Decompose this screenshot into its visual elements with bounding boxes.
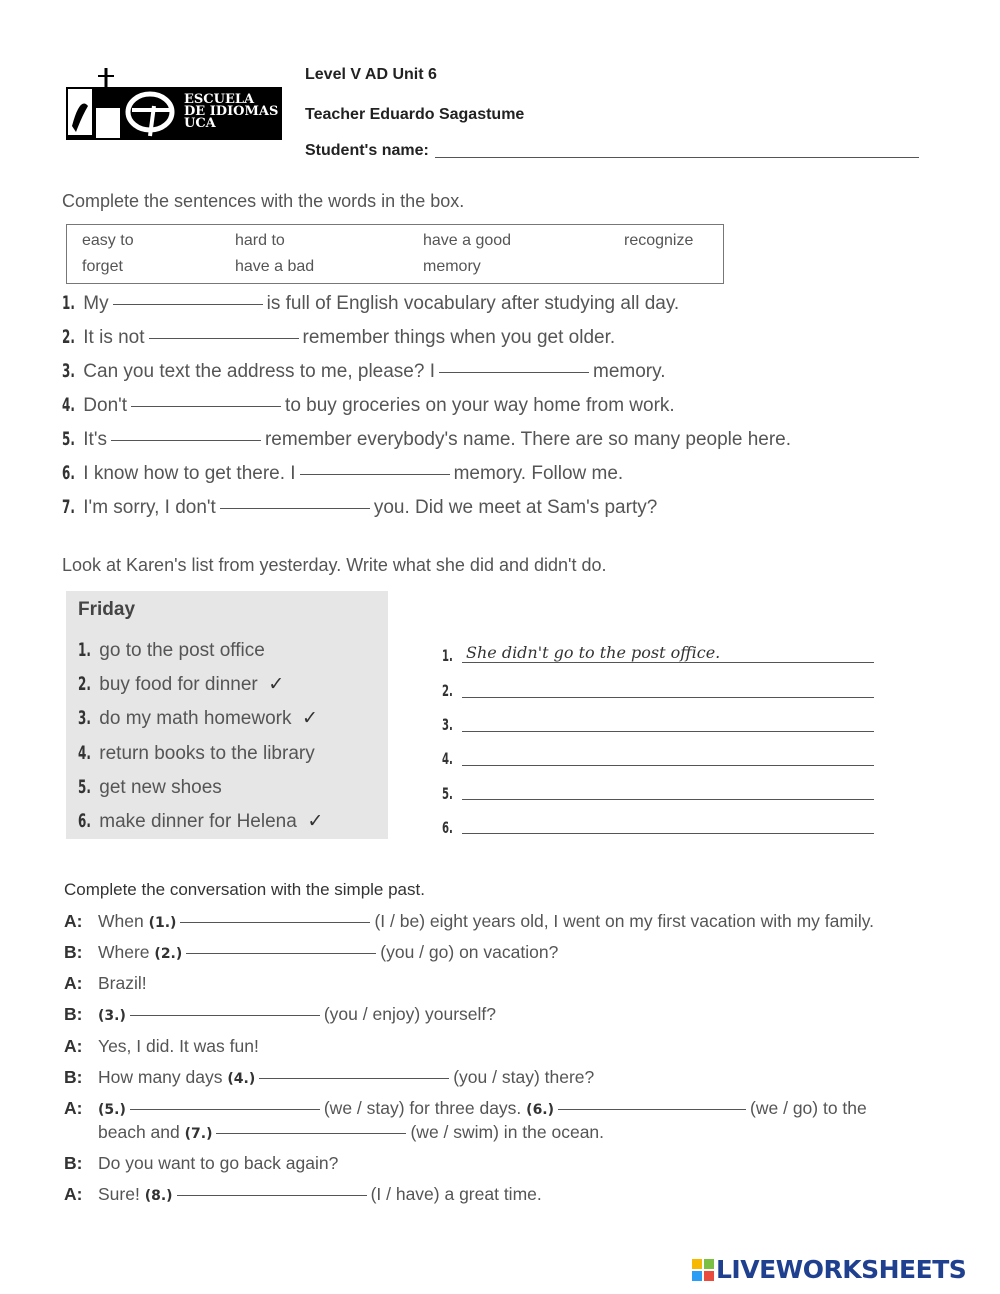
answer-line-4[interactable] bbox=[462, 765, 874, 766]
answer-line-3[interactable] bbox=[462, 731, 874, 732]
conversation-line: A: (5.) (we / stay) for three days. (6.) (we / go) to the bbox=[64, 1098, 867, 1118]
conv-blank-4[interactable] bbox=[259, 1077, 449, 1079]
check-icon: ✓ bbox=[302, 708, 318, 729]
list-item: 3. do my math homework ✓ bbox=[78, 707, 318, 729]
student-name-label: Student's name: bbox=[305, 142, 429, 159]
logo-line-1: ESCUELA bbox=[184, 92, 255, 107]
conversation-line: B: How many days (4.) (you / stay) there? bbox=[64, 1067, 595, 1087]
blank-5[interactable] bbox=[111, 439, 261, 441]
brand-icon bbox=[692, 1259, 714, 1281]
answer-line-2[interactable] bbox=[462, 697, 874, 698]
word-box-item: hard to bbox=[235, 232, 285, 249]
logo-line-2: DE IDIOMAS bbox=[184, 104, 279, 119]
teacher-name: Teacher Eduardo Sagastume bbox=[305, 106, 525, 123]
friday-title: Friday bbox=[78, 599, 136, 620]
list-item: 2. buy food for dinner ✓ bbox=[78, 673, 285, 695]
word-box bbox=[66, 224, 724, 284]
word-box-item: have a bad bbox=[235, 258, 315, 275]
sentence-5: 5. It's remember everybody's name. There are so many people here. bbox=[62, 428, 792, 450]
conv-blank-8[interactable] bbox=[177, 1194, 367, 1196]
answer-row: 5. bbox=[442, 784, 453, 803]
sentence-4: 4. Don't to buy groceries on your way home from work. bbox=[62, 394, 675, 416]
student-name-row bbox=[305, 142, 923, 160]
conv-blank-7[interactable] bbox=[216, 1132, 406, 1134]
conversation-line: A: Yes, I did. It was fun! bbox=[64, 1036, 259, 1056]
conv-blank-3[interactable] bbox=[130, 1014, 320, 1016]
blank-7[interactable] bbox=[220, 507, 370, 509]
sentence-3: 3. Can you text the address to me, please? I memory. bbox=[62, 360, 666, 382]
school-logo bbox=[66, 66, 282, 140]
blank-3[interactable] bbox=[439, 371, 589, 373]
list-item: 1. go to the post office bbox=[78, 639, 265, 661]
friday-list bbox=[66, 591, 388, 839]
section3-instruction: Complete the conversation with the simple past. bbox=[64, 880, 425, 899]
check-icon: ✓ bbox=[268, 674, 285, 695]
logo-line-3: UCA bbox=[184, 116, 216, 131]
word-box-item: have a good bbox=[423, 232, 512, 249]
student-name-input[interactable] bbox=[435, 156, 919, 158]
level-title: Level V AD Unit 6 bbox=[305, 66, 437, 83]
conversation-line: beach and (7.) (we / swim) in the ocean. bbox=[98, 1122, 605, 1142]
brand-text: LIVEWORKSHEETS bbox=[716, 1255, 967, 1284]
conv-blank-1[interactable] bbox=[180, 921, 370, 923]
answer-row: 4. bbox=[442, 749, 453, 768]
conv-blank-2[interactable] bbox=[186, 952, 376, 954]
conversation-line: B: (3.) (you / enjoy) yourself? bbox=[64, 1004, 497, 1024]
blank-1[interactable] bbox=[113, 303, 263, 305]
word-box-item: memory bbox=[423, 258, 481, 275]
conversation-line: B: Where (2.) (you / go) on vacation? bbox=[64, 942, 559, 962]
conversation-line: A: When (1.) (I / be) eight years old, I went on my first vacation with my family. bbox=[64, 911, 875, 931]
blank-4[interactable] bbox=[131, 405, 281, 407]
blank-2[interactable] bbox=[149, 337, 299, 339]
blank-6[interactable] bbox=[300, 473, 450, 475]
answer-line-5[interactable] bbox=[462, 799, 874, 800]
conversation-line: A: Brazil! bbox=[64, 973, 147, 993]
list-item: 5. get new shoes bbox=[78, 776, 222, 798]
conversation-line: B: Do you want to go back again? bbox=[64, 1153, 339, 1173]
answer-row: 2. bbox=[442, 681, 453, 700]
answer-1-example: She didn't go to the post office. bbox=[466, 643, 721, 662]
sentence-1: 1. My is full of English vocabulary after studying all day. bbox=[62, 292, 680, 314]
answer-row: 3. bbox=[442, 715, 453, 734]
list-item: 4. return books to the library bbox=[78, 742, 315, 764]
conversation-line: A: Sure! (8.) (I / have) a great time. bbox=[64, 1184, 542, 1204]
section1-instruction: Complete the sentences with the words in the box. bbox=[62, 191, 465, 211]
answer-row: 6. bbox=[442, 818, 453, 837]
answer-row: 1. bbox=[442, 646, 453, 665]
sentence-7: 7. I'm sorry, I don't you. Did we meet at Sam's party? bbox=[62, 496, 658, 518]
sentence-2: 2. It is not remember things when you get older. bbox=[62, 326, 616, 348]
section2-instruction: Look at Karen's list from yesterday. Write what she did and didn't do. bbox=[62, 555, 607, 575]
conv-blank-6[interactable] bbox=[558, 1108, 746, 1110]
word-box-item: easy to bbox=[82, 232, 134, 249]
word-box-item: forget bbox=[82, 258, 123, 275]
conv-blank-5[interactable] bbox=[130, 1108, 320, 1110]
sentence-6: 6. I know how to get there. I memory. Follow me. bbox=[62, 462, 624, 484]
answer-line-1[interactable] bbox=[462, 662, 874, 663]
word-box-item: recognize bbox=[624, 232, 694, 249]
answer-line-6[interactable] bbox=[462, 833, 874, 834]
list-item: 6. make dinner for Helena ✓ bbox=[78, 810, 324, 832]
check-icon: ✓ bbox=[307, 811, 324, 832]
